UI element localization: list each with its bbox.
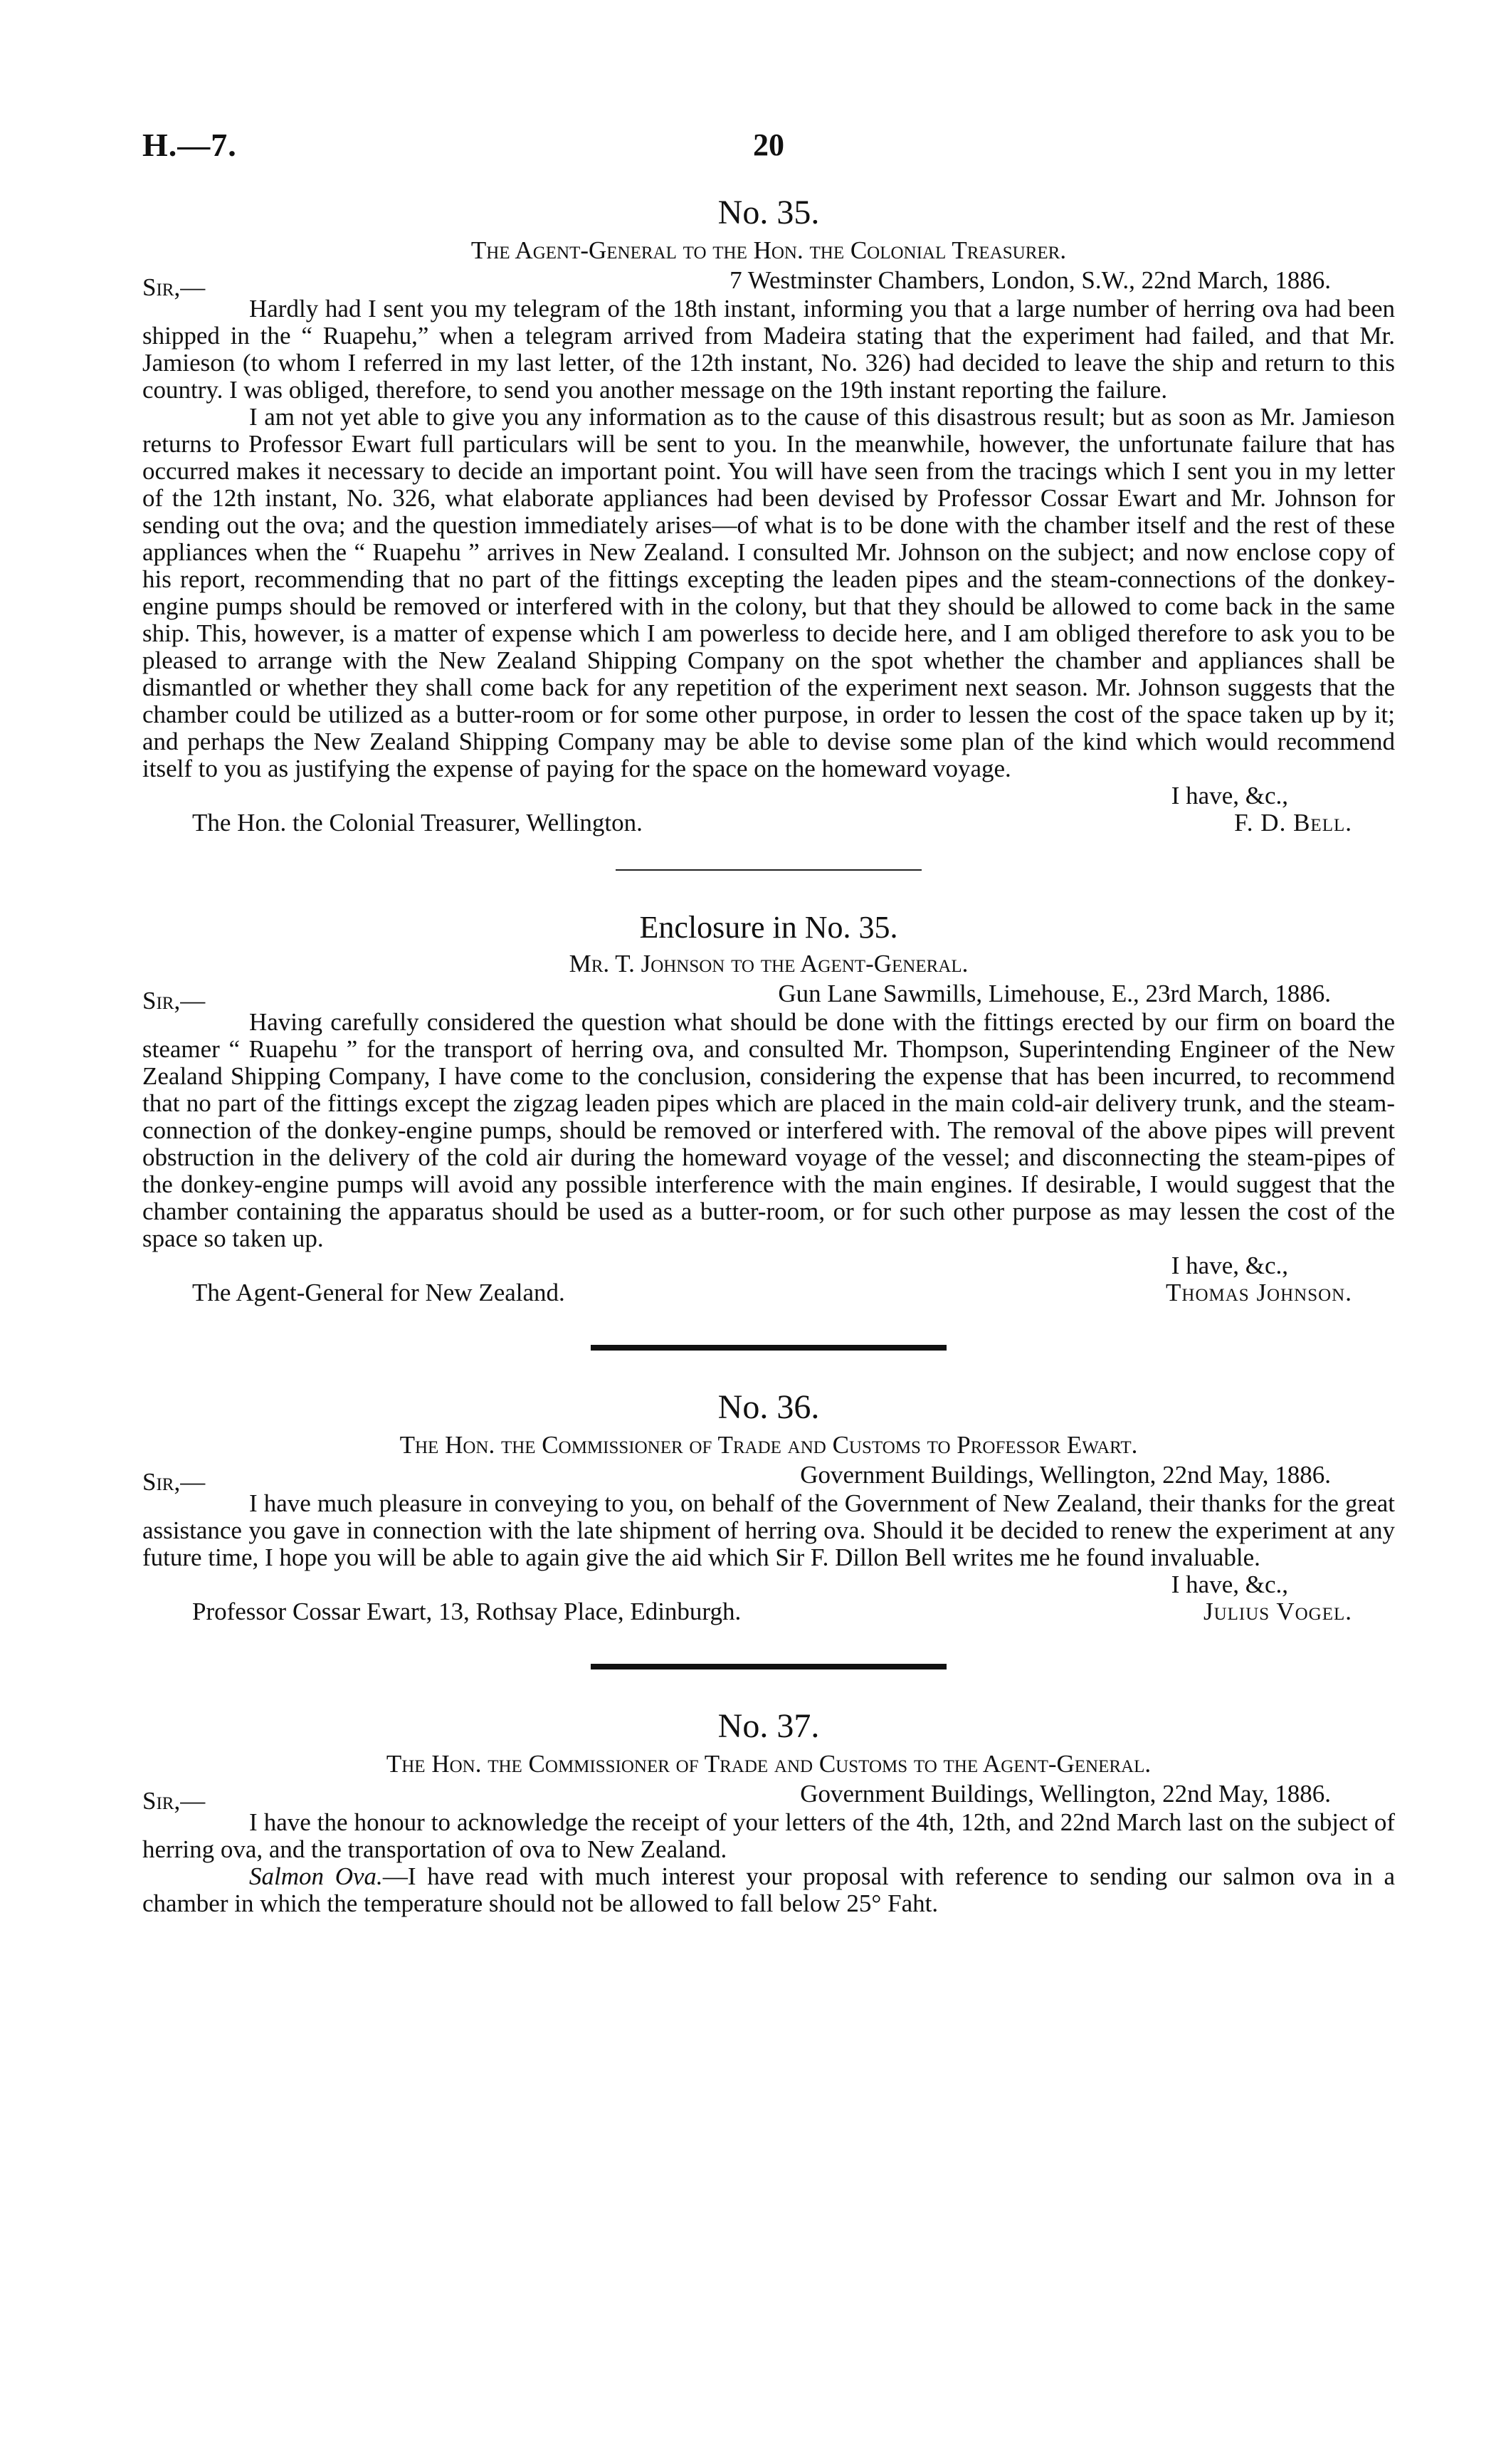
document-page	[142, 125, 1395, 1917]
closing: I have, &c.,	[1171, 782, 1288, 809]
signature: Julius Vogel.	[1203, 1598, 1352, 1625]
closing: I have, &c.,	[1171, 1252, 1288, 1279]
section-divider	[591, 1664, 947, 1669]
letter-35	[142, 192, 1395, 838]
address-date: 7 Westminster Chambers, London, S.W., 22nd March, 1886.	[729, 266, 1331, 294]
letter-number: No. 36.	[717, 1388, 820, 1426]
section-divider	[591, 1345, 947, 1351]
paragraph: Hardly had I sent you my telegram of the 18th instant, informing you that a large number of herring ova had been shipped in the “ Ruapehu,” when a telegram arrived from Madeira stating that the experiment had failed, and that Mr. Jamieson (to whom I referred in my last letter, of the 12th instant, No. 326) had decided to leave the ship and return to this country. I was obliged, therefore, to send you another message on the 19th instant reporting the failure.	[142, 295, 1395, 404]
letter-number: No. 37.	[717, 1707, 820, 1745]
enclosure-35	[142, 908, 1395, 1308]
letter-37	[142, 1705, 1395, 1917]
address-date: Gun Lane Sawmills, Limehouse, E., 23rd March, 1886.	[778, 980, 1331, 1007]
letter-number: No. 35.	[717, 194, 820, 231]
enclosure-title: Enclosure in No. 35.	[639, 910, 898, 945]
address-date: Government Buildings, Wellington, 22nd May, 1886.	[800, 1461, 1331, 1489]
signature: Thomas Johnson.	[1166, 1279, 1352, 1306]
salutation: Sir,—	[142, 273, 206, 301]
paragraph: I have the honour to acknowledge the receipt of your letters of the 4th, 12th, and 22nd March last on the subject of herring ova, and the transportation of ova to New Zealand.	[142, 1808, 1395, 1863]
address-date: Government Buildings, Wellington, 22nd May, 1886.	[800, 1780, 1331, 1808]
addressee: The Hon. the Colonial Treasurer, Wellington.	[192, 809, 643, 837]
paragraph: I am not yet able to give you any information as to the cause of this disastrous result; but as soon as Mr. Jamieson returns to Professor Ewart full particulars will be sent to you. In the meanwhile, however, the unfortunate failure that has occurred makes it necessary to decide an important point. You will have seen from the tracings which I sent you in my letter of the 12th instant, No. 326, what elaborate appliances had been devised by Professor Cossar Ewart and Mr. Johnson for sending out the ova; and the question immediately arises—of what is to be done with the chamber itself and the rest of these appliances when the “ Ruapehu ” arrives in New Zealand. I consulted Mr. Johnson on the subject; and now enclose copy of his report, recommending that no part of the fittings excepting the leaden pipes and the steam-connections of the donkey-engine pumps should be removed or interfered with in the colony, but that they should be allowed to come back in the same ship. This, however, is a matter of expense which I am powerless to decide here, and I am obliged therefore to ask you to be pleased to arrange with the New Zealand Shipping Company on the spot whether the chamber and appliances shall be dismantled or whether they shall come back for any repetition of the experiment next season. Mr. Johnson suggests that the chamber could be utilized as a butter-room or for some other purpose, in order to lessen the cost of the space taken up by it; and perhaps the New Zealand Shipping Company may be able to devise some plan of the kind which would recommend itself to you as justifying the expense of paying for the space on the homeward voyage.	[142, 403, 1395, 782]
letter-from-to: The Agent-General to the Hon. the Colonial Treasurer.	[470, 236, 1067, 264]
salutation: Sir,—	[142, 1787, 206, 1815]
addressee: Professor Cossar Ewart, 13, Rothsay Place, Edinburgh.	[192, 1598, 742, 1625]
closing: I have, &c.,	[1171, 1571, 1288, 1598]
section-divider	[616, 869, 922, 871]
page-number: 20	[753, 127, 784, 162]
paragraph: I have much pleasure in conveying to you, on behalf of the Government of New Zealand, their thanks for the great assistance you gave in connection with the late shipment of herring ova. Should it be decided to renew the experiment at any future time, I hope you will be able to again give the aid which Sir F. Dillon Bell writes me he found invaluable.	[142, 1489, 1395, 1571]
letter-36	[142, 1386, 1395, 1627]
letter-from-to: The Hon. the Commissioner of Trade and Customs to Professor Ewart.	[399, 1431, 1138, 1459]
salutation: Sir,—	[142, 987, 206, 1015]
paragraph-heading: Salmon Ova.	[249, 1862, 383, 1890]
salutation: Sir,—	[142, 1468, 206, 1496]
addressee: The Agent-General for New Zealand.	[192, 1279, 565, 1306]
signature: F. D. Bell.	[1234, 809, 1352, 837]
letter-from-to: The Hon. the Commissioner of Trade and Customs to the Agent-General.	[386, 1750, 1152, 1778]
document-reference: H.—7.	[142, 127, 237, 163]
page-header	[142, 125, 1395, 182]
paragraph	[142, 1863, 1395, 1917]
paragraph: Having carefully considered the question what should be done with the fittings erected by our firm on board the steamer “ Ruapehu ” for the transport of herring ova, and consulted Mr. Thompson, Superintending Engineer of the New Zealand Shipping Company, I have come to the conclusion, considering the expense that has been incurred, to recommend that no part of the fittings except the zigzag leaden pipes which are placed in the main cold-air delivery trunk, and the steam-connection of the donkey-engine pumps, should be removed or interfered with. The removal of the above pipes will prevent obstruction in the delivery of the cold air during the homeward voyage of the vessel; and disconnecting the steam-pipes of the donkey-engine pumps will avoid any possible interference with the main engines. If desirable, I would suggest that the chamber containing the apparatus should be used as a butter-room, or for such other purpose as may lessen the cost of the space so taken up.	[142, 1008, 1395, 1252]
letter-from-to: Mr. T. Johnson to the Agent-General.	[569, 950, 969, 977]
paragraph-text: —I have read with much interest your proposal with reference to sending our salmon ova in a chamber in which the temperature should not be allowed to fall below 25° Faht.	[142, 1862, 1395, 1917]
